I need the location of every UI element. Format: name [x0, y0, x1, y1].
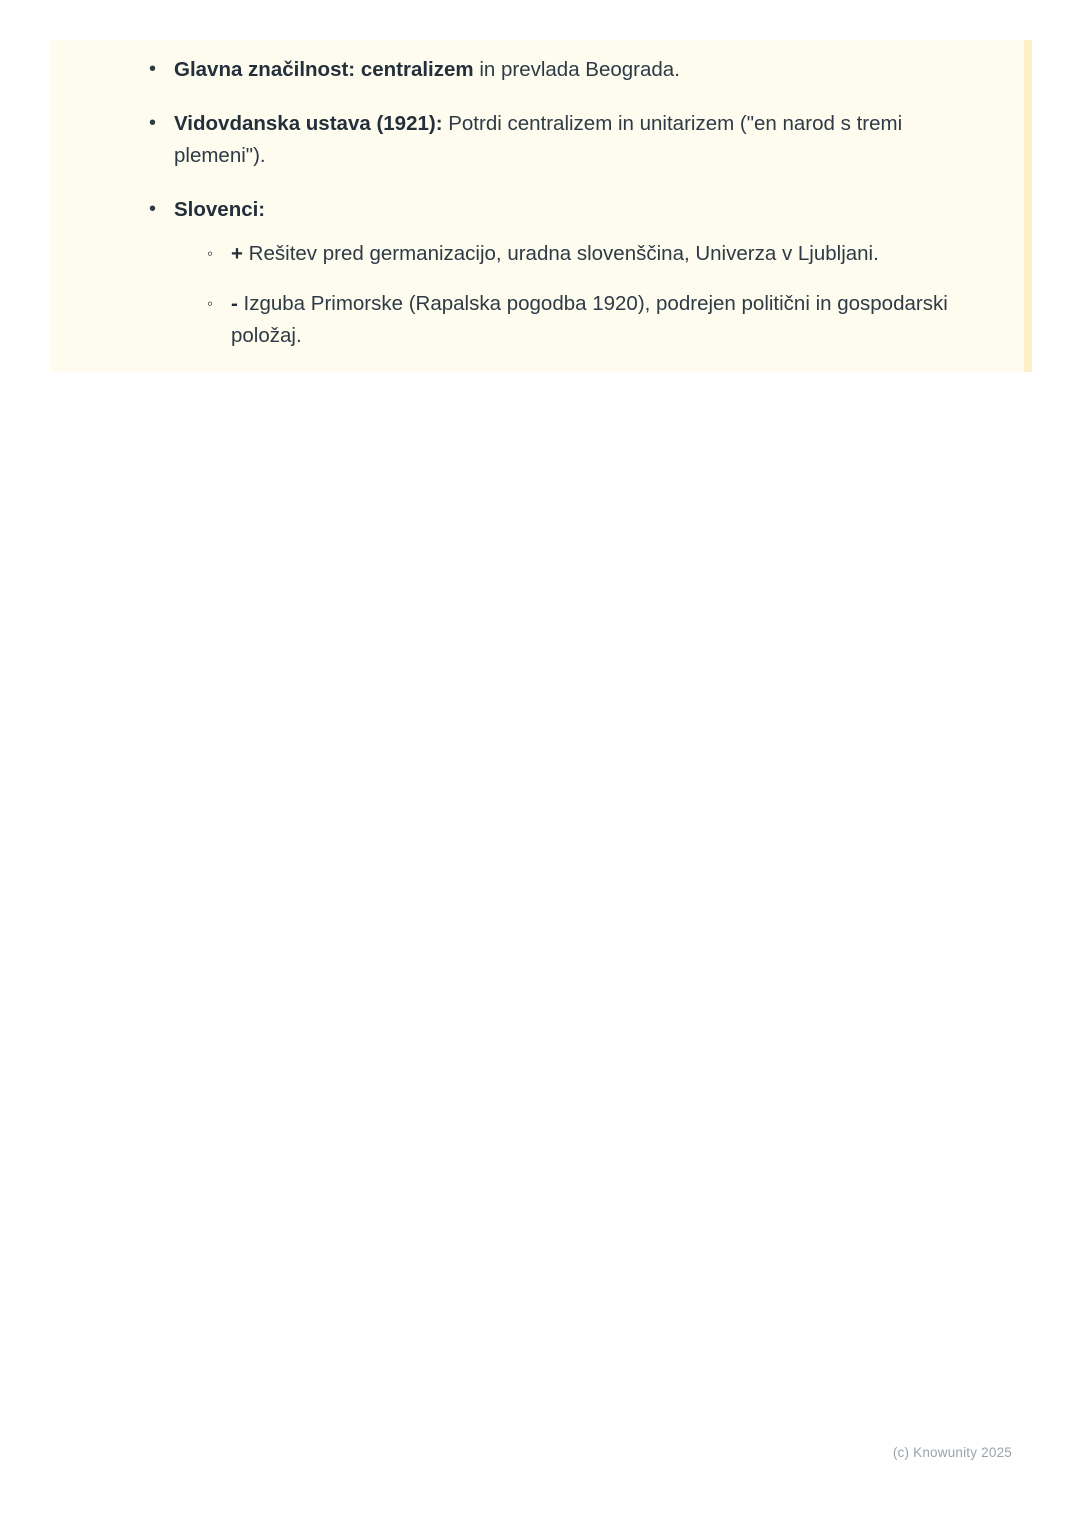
note-card — [50, 40, 1032, 372]
list-item — [50, 108, 980, 172]
sub-bullet-text: Rešitev pred germanizacijo, uradna slovenščina, Univerza v Ljubljani. — [242, 242, 879, 265]
list-item — [50, 194, 980, 352]
minus-sign: - — [231, 292, 238, 315]
accent-bar — [1024, 40, 1032, 372]
bullet-bold-label: Glavna značilnost: centralizem — [174, 58, 474, 81]
bullet-text: Potrdi centralizem in unitarizem ("en narod s tremi plemeni"). — [174, 112, 903, 167]
plus-sign: + — [231, 242, 243, 265]
sub-bullet-list — [174, 238, 980, 352]
footer-credit: (c) Knowunity 2025 — [892, 1445, 1012, 1460]
sub-bullet-text: Izguba Primorske (Rapalska pogodba 1920), podrejen politični in gospodarski položaj. — [231, 292, 948, 347]
bullet-list — [50, 54, 980, 352]
note-content — [50, 40, 980, 372]
bullet-bold-label: Vidovdanska ustava (1921): — [174, 112, 443, 135]
list-item — [174, 238, 980, 270]
bullet-text: in prevlada Beograda. — [473, 58, 680, 81]
list-item — [50, 54, 980, 86]
bullet-bold-label: Slovenci: — [174, 198, 266, 221]
list-item — [174, 288, 980, 352]
